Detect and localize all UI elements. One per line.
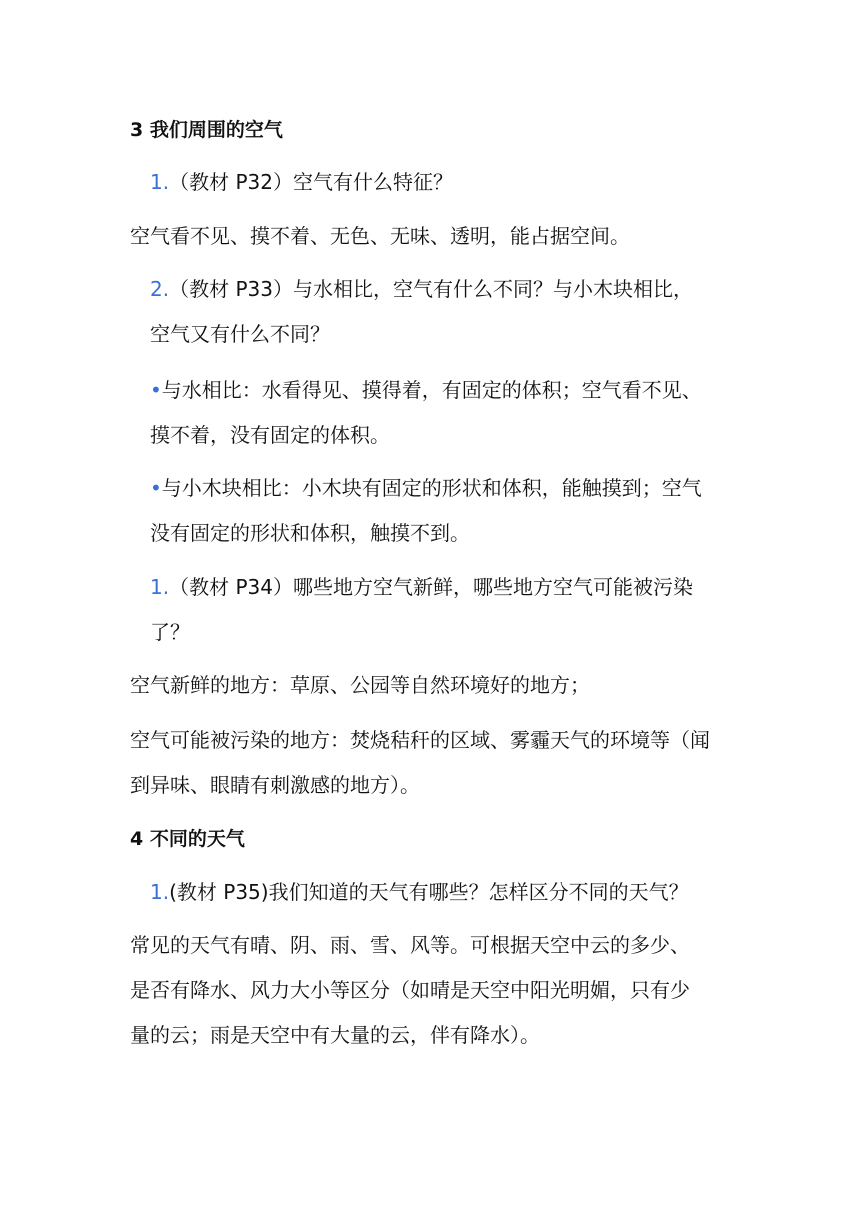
- question-text: （教材 P34）哪些地方空气新鲜，哪些地方空气可能被污染: [169, 575, 693, 599]
- question-number: 1.: [150, 170, 170, 194]
- answer-1: 空气看不见、摸不着、无色、无味、透明，能占据空间。: [130, 224, 630, 248]
- bullet-icon: •: [150, 476, 162, 500]
- section-4-heading: 4 不同的天气: [130, 828, 245, 850]
- question-3: [150, 573, 760, 601]
- answer-4-line3: 量的云；雨是天空中有大量的云，伴有降水）。: [130, 1023, 540, 1047]
- question-2-continued: 空气又有什么不同？: [150, 322, 330, 346]
- answer-4-line1: 常见的天气有晴、阴、雨、雪、风等。可根据天空中云的多少、: [130, 933, 690, 957]
- question-number: 1.: [150, 880, 170, 904]
- question-1: [150, 168, 760, 196]
- bullet-text: 与小木块相比：小木块有固定的形状和体积，能触摸到；空气: [161, 476, 702, 500]
- question-number: 1.: [150, 575, 170, 599]
- bullet-item-wood-continued: 没有固定的形状和体积，触摸不到。: [150, 521, 470, 545]
- bullet-text: 与水相比：水看得见、摸得着，有固定的体积；空气看不见、: [161, 378, 702, 402]
- bullet-icon: •: [150, 378, 162, 402]
- answer-4-line2: 是否有降水、风力大小等区分（如晴是天空中阳光明媚，只有少: [130, 978, 690, 1002]
- answer-3-fresh: 空气新鲜的地方：草原、公园等自然环境好的地方；: [130, 673, 590, 697]
- section-3-heading: 3 我们周围的空气: [130, 119, 283, 141]
- answer-3-polluted-continued: 到异味、眼睛有刺激感的地方）。: [130, 773, 420, 797]
- question-text: （教材 P32）空气有什么特征？: [169, 170, 453, 194]
- bullet-item-water-continued: 摸不着，没有固定的体积。: [150, 423, 390, 447]
- bullet-item-water: [150, 376, 760, 404]
- bullet-item-wood: [150, 474, 760, 502]
- question-text: (教材 P35)我们知道的天气有哪些？怎样区分不同的天气？: [169, 880, 689, 904]
- question-number: 2.: [150, 277, 170, 301]
- question-4: [150, 878, 760, 906]
- answer-3-polluted: 空气可能被污染的地方：焚烧秸秆的区域、雾霾天气的环境等（闻: [130, 728, 710, 752]
- question-2: [150, 275, 760, 303]
- question-text: （教材 P33）与水相比，空气有什么不同？与小木块相比，: [169, 277, 693, 301]
- question-3-continued: 了？: [150, 620, 190, 644]
